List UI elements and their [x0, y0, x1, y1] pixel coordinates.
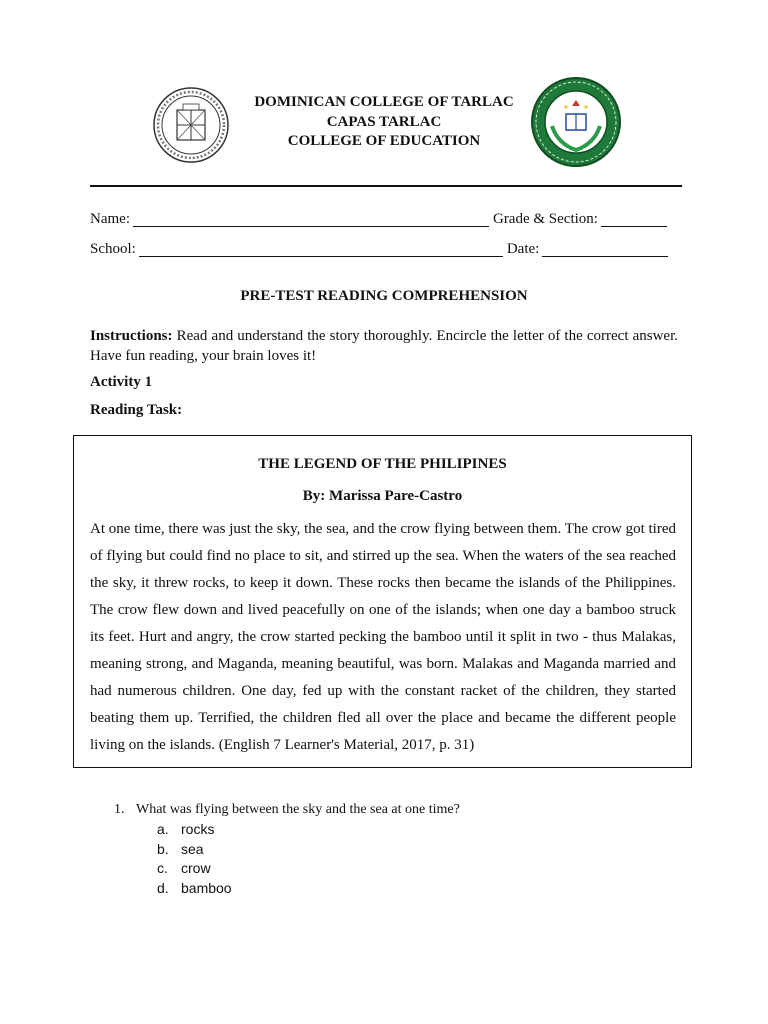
option-letter: d.: [157, 879, 169, 896]
name-grade-row: [90, 209, 678, 229]
answer-options: [157, 820, 232, 898]
date-label: Date:: [506, 241, 540, 257]
option-text: rocks: [181, 821, 215, 837]
reading-task-heading: Reading Task:: [90, 402, 183, 418]
header-divider: [90, 185, 682, 187]
option-d[interactable]: [157, 879, 232, 899]
college-of-education-seal-icon: [530, 76, 622, 168]
date-field[interactable]: [542, 241, 668, 257]
option-b[interactable]: [157, 840, 232, 860]
story-text: At one time, there was just the sky, the sea, and the crow flying between them. The crow got tired of flying but could find no place to sit, and stirred up the sea. When the waters of the sea reached the sky, it threw rocks, to keep it down. These rocks then became the islands of the Philippines. The crow flew down and lived peacefully on one of the islands; when one day a bamboo struck its feet. Hurt and angry, the crow started pecking the bamboo until it split in two - thus Malakas, meaning strong, and Maganda, meaning beautiful, was born. Malakas and Maganda married and had numerous children. One day, fed up with the constant racket of the children, they started beating them up. Terrified, the children fled all over the place and became the different people living on the islands. (English 7 Learner's Material, 2017, p. 31): [90, 521, 676, 753]
school-field[interactable]: [139, 241, 503, 257]
option-letter: a.: [157, 821, 169, 837]
option-letter: b.: [157, 840, 169, 857]
option-c[interactable]: [157, 859, 232, 879]
question-number: 1.: [114, 802, 125, 817]
story-author: By: Marissa Pare-Castro: [302, 488, 463, 504]
option-letter: c.: [157, 860, 168, 876]
grade-section-label: Grade & Section:: [492, 211, 598, 227]
question-text: What was flying between the sky and the sea at one time?: [136, 802, 460, 817]
option-text: bamboo: [181, 879, 232, 896]
school-label: School:: [90, 241, 136, 257]
option-text: sea: [181, 840, 204, 857]
instructions-text: Read and understand the story thoroughly. Encircle the letter of the correct answer. Have fun reading, your brain loves it!: [90, 328, 678, 364]
school-header: [240, 93, 528, 152]
dominican-college-seal-icon: [152, 86, 230, 164]
instructions: [90, 326, 678, 366]
grade-section-field[interactable]: [601, 211, 667, 227]
question-1: [114, 800, 460, 820]
story-title: THE LEGEND OF THE PHILIPINES: [258, 456, 507, 472]
school-date-row: [90, 239, 678, 259]
story-box: [73, 435, 692, 768]
college-name: COLLEGE OF EDUCATION: [287, 133, 481, 149]
option-text: crow: [181, 860, 211, 876]
school-location: CAPAS TARLAC: [326, 113, 442, 130]
activity-heading: Activity 1: [90, 374, 153, 390]
test-title: PRE-TEST READING COMPREHENSION: [240, 288, 528, 304]
instructions-label: Instructions:: [90, 328, 173, 344]
option-a[interactable]: [157, 820, 232, 840]
name-label: Name:: [90, 211, 130, 227]
school-name: DOMINICAN COLLEGE OF TARLAC: [254, 94, 514, 110]
name-field[interactable]: [133, 211, 489, 227]
